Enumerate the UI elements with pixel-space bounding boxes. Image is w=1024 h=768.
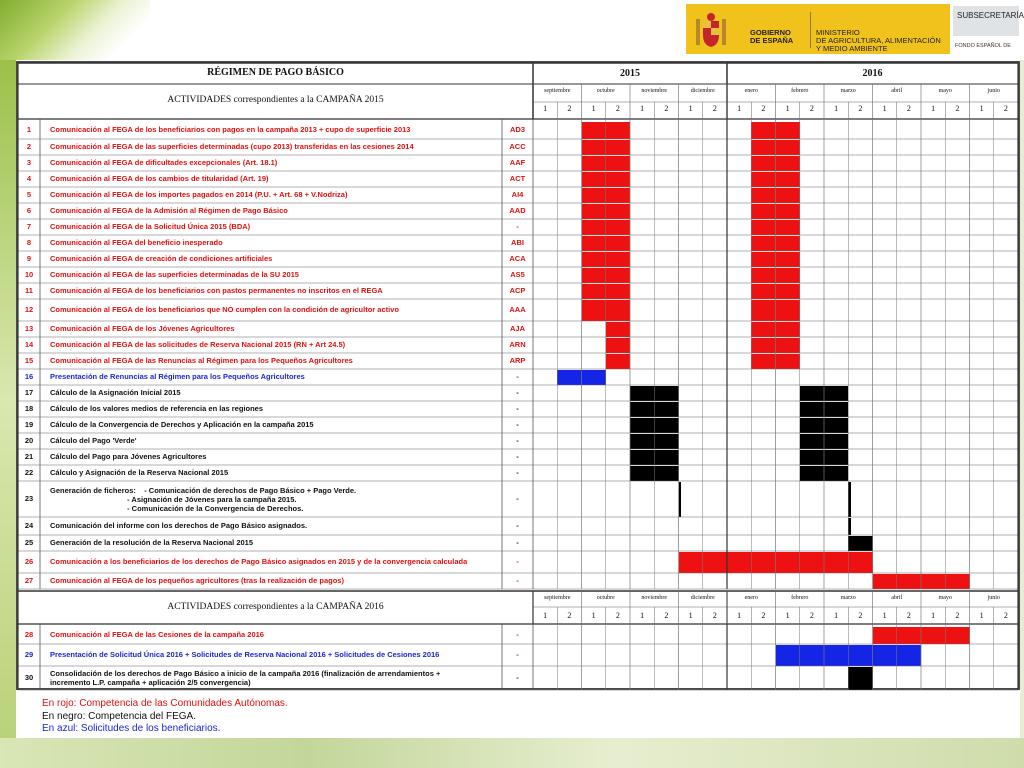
h2015-month-5: febrero	[791, 88, 809, 94]
schedule-bar	[582, 268, 631, 283]
schedule-bar	[582, 220, 631, 235]
schedule-bar	[873, 574, 970, 589]
schedule-bar	[630, 418, 679, 433]
row-number: 20	[24, 436, 34, 445]
h2015-quincena: 2	[906, 104, 911, 113]
row-description: Comunicación al FEGA de los beneficiarios con pagos en la campaña 2013 + cupo de superficie 2013	[50, 125, 411, 134]
row-number: 25	[24, 538, 34, 547]
slide-border-left	[0, 60, 16, 740]
schedule-bar	[800, 466, 849, 481]
schedule-bar	[679, 552, 873, 573]
row-number: 9	[26, 254, 32, 263]
row-code: -	[516, 673, 519, 682]
h2015-quincena: 2	[858, 104, 863, 113]
schedule-bar	[751, 204, 800, 219]
schedule-bar	[630, 434, 679, 449]
h2016-quincena: 2	[906, 611, 911, 620]
h2016-quincena: 1	[882, 611, 887, 620]
schedule-bar	[751, 354, 800, 369]
row-number: 7	[26, 222, 32, 231]
row-description: Comunicación al FEGA de las Renuncias al Régimen para los Pequeños Agricultores	[50, 356, 353, 365]
schedule-bar	[848, 482, 850, 517]
h2015-quincena: 1	[931, 104, 936, 113]
row-code: AAF	[509, 158, 526, 167]
schedule-bar	[800, 434, 849, 449]
h2016-quincena: 2	[761, 611, 766, 620]
row-code: ACC	[509, 142, 526, 151]
h2016-month-1: octubre	[596, 595, 615, 601]
h2015-month-8: mayo	[938, 88, 952, 94]
schedule-bar	[776, 645, 922, 666]
row-description: Comunicación al FEGA de las Cesiones de la campaña 2016	[50, 630, 264, 639]
schedule-bar	[606, 338, 630, 353]
row-description: Comunicación del informe con los derechos de Pago Básico asignados.	[50, 521, 308, 530]
fondo-label: FONDO ESPAÑOL DE	[955, 43, 1011, 49]
row-description: Cálculo del Pago 'Verde'	[50, 436, 137, 445]
row-description: Comunicación al FEGA de los beneficiarios con pastos permanentes no inscritos en el REGA	[50, 286, 383, 295]
schedule-bar	[751, 172, 800, 187]
schedule-bar	[751, 284, 800, 299]
schedule-bar	[848, 667, 872, 690]
h2015-quincena: 2	[1003, 104, 1008, 113]
schedule-bar	[751, 156, 800, 171]
h2015-month-2: noviembre	[641, 88, 668, 94]
h2016-quincena: 1	[737, 611, 742, 620]
schedule-bar	[800, 402, 849, 417]
row-code: AI4	[511, 190, 524, 199]
schedule-bar	[800, 450, 849, 465]
table-title: RÉGIMEN DE PAGO BÁSICO	[207, 67, 344, 78]
schedule-bar	[582, 204, 631, 219]
h2015-month-1: octubre	[596, 88, 615, 94]
schedule-bar	[751, 122, 800, 139]
row-number: 30	[24, 673, 34, 682]
h2016-month-2: noviembre	[641, 595, 668, 601]
schedule-bar	[873, 627, 970, 644]
h2015-quincena: 1	[591, 104, 596, 113]
row-description: Presentación de Solicitud Única 2016 + Solicitudes de Reserva Nacional 2016 + Solicitudes de Cesiones 2016	[50, 650, 440, 659]
row-number: 28	[24, 630, 34, 639]
legend-black: En negro: Competencia del FEGA.	[42, 711, 196, 722]
row-number: 4	[26, 174, 32, 183]
schedule-bar	[582, 140, 631, 155]
year-2016-label: 2016	[862, 68, 883, 79]
row-number: 15	[24, 356, 34, 365]
h2016-quincena: 2	[712, 611, 717, 620]
row-number: 18	[24, 404, 34, 413]
schedule-bar	[751, 236, 800, 251]
schedule-bar	[751, 252, 800, 267]
coat-of-arms-icon	[694, 11, 728, 49]
row-code: ARN	[509, 340, 526, 349]
row-number: 26	[24, 557, 34, 566]
row-description: Comunicación al FEGA de dificultades excepcionales (Art. 18.1)	[50, 158, 278, 167]
ministry-name: MINISTERIO DE AGRICULTURA, ALIMENTACIÓN Y MEDIO AMBIENTE	[816, 28, 941, 53]
row-description: Comunicación al FEGA de las superficies determinadas (cupo 2013) transferidas en las cesiones 2014	[50, 142, 414, 151]
row-description: Comunicación al FEGA del beneficio inesperado	[50, 238, 223, 247]
schedule-bar	[751, 300, 800, 321]
row-code: ABI	[511, 238, 524, 247]
h2016-quincena: 1	[591, 611, 596, 620]
h2016-month-7: abril	[891, 595, 903, 601]
row-number: 23	[24, 494, 34, 503]
row-code: ACP	[509, 286, 526, 295]
row-code: -	[516, 650, 519, 659]
row-code: -	[516, 494, 519, 503]
row-number: 13	[24, 324, 34, 333]
h2016-quincena: 1	[979, 611, 984, 620]
h2015-quincena: 1	[834, 104, 839, 113]
h2016-quincena: 2	[567, 611, 572, 620]
row-description: Generación de ficheros: - Comunicación de derechos de Pago Básico + Pago Verde. - Asignación de Jóvenes para la campaña 2015. - Comunicación de la Convergencia de Derechos.	[50, 485, 357, 513]
row-description: Cálculo de la Asignación Inicial 2015	[50, 388, 181, 397]
h2016-month-9: junio	[987, 595, 1000, 601]
row-description: Comunicación a los beneficiarios de los derechos de Pago Básico asignados en 2015 y de la convergencia calculada	[50, 557, 468, 566]
row-code: -	[516, 576, 519, 585]
row-description: Comunicación al FEGA de los cambios de titularidad (Art. 19)	[50, 174, 269, 183]
h2016-quincena: 1	[688, 611, 693, 620]
row-code: -	[516, 436, 519, 445]
h2015-quincena: 2	[615, 104, 620, 113]
h2015-month-3: diciembre	[690, 88, 715, 94]
schedule-bar	[630, 450, 679, 465]
h2016-quincena: 2	[1003, 611, 1008, 620]
schedule-bar	[751, 140, 800, 155]
row-number: 1	[26, 125, 32, 134]
row-code: -	[516, 538, 519, 547]
h2016-month-8: mayo	[938, 595, 952, 601]
row-code: -	[516, 404, 519, 413]
row-code: AS5	[510, 270, 525, 279]
h2016-quincena: 2	[615, 611, 620, 620]
h2016-quincena: 1	[785, 611, 790, 620]
h2015-quincena: 1	[882, 104, 887, 113]
schedule-bar	[582, 122, 631, 139]
row-number: 6	[26, 206, 32, 215]
schedule-bar	[800, 386, 849, 401]
row-number: 8	[26, 238, 32, 247]
row-description: Comunicación al FEGA de los importes pagados en 2014 (P.U. + Art. 68 + V.Nodriza)	[50, 190, 348, 199]
legend-red: En rojo: Competencia de las Comunidades Autónomas.	[42, 698, 288, 709]
h2016-quincena: 1	[543, 611, 548, 620]
schedule-bar	[800, 418, 849, 433]
h2016-month-0: septiembre	[544, 595, 571, 601]
slide-background-bottom	[0, 738, 1024, 768]
row-code: -	[516, 420, 519, 429]
h2016-month-6: marzo	[840, 595, 856, 601]
row-number: 5	[26, 190, 32, 199]
h2016-quincena: 2	[664, 611, 669, 620]
h2016-quincena: 1	[640, 611, 645, 620]
schedule-bar	[557, 370, 606, 385]
schedule-bar	[582, 252, 631, 267]
schedule-bar	[848, 518, 850, 535]
row-code: -	[516, 521, 519, 530]
h2015-quincena: 1	[543, 104, 548, 113]
row-description: Comunicación al FEGA de las solicitudes de Reserva Nacional 2015 (RN + Art 24.5)	[50, 340, 346, 349]
h2015-quincena: 2	[567, 104, 572, 113]
h2015-month-7: abril	[891, 88, 903, 94]
h2015-quincena: 2	[809, 104, 814, 113]
schedule-bar	[606, 354, 630, 369]
row-code: AD3	[509, 125, 525, 134]
row-code: -	[516, 557, 519, 566]
slide-border-right	[1020, 60, 1024, 740]
legend-blue: En azul: Solicitudes de los beneficiarios.	[42, 723, 221, 734]
h2016-month-5: febrero	[791, 595, 809, 601]
h2016-quincena: 1	[931, 611, 936, 620]
row-code: -	[516, 372, 519, 381]
row-description: Comunicación al FEGA de los pequeños agricultores (tras la realización de pagos)	[50, 576, 344, 585]
row-description: Consolidación de los derechos de Pago Básico a inicio de la campaña 2016 (finalización de arrendamientos + incremento L.P. campaña + aplicación 2/5 convergencia)	[50, 669, 441, 687]
subsecretaria-label: SUBSECRETARÍA	[953, 6, 1019, 36]
row-number: 16	[24, 372, 34, 381]
h2015-quincena: 1	[979, 104, 984, 113]
row-code: -	[516, 222, 519, 231]
h2015-quincena: 1	[737, 104, 742, 113]
row-code: -	[516, 388, 519, 397]
row-number: 12	[24, 305, 34, 314]
row-number: 3	[26, 158, 32, 167]
h2015-quincena: 2	[761, 104, 766, 113]
row-number: 10	[24, 270, 34, 279]
government-logo	[686, 4, 950, 54]
row-number: 11	[25, 286, 33, 295]
row-number: 21	[24, 452, 34, 461]
row-number: 17	[24, 388, 34, 397]
row-number: 14	[24, 340, 34, 349]
h2015-month-9: junio	[987, 88, 1000, 94]
schedule-bar	[630, 466, 679, 481]
row-number: 2	[26, 142, 32, 151]
row-description: Comunicación al FEGA de los Jóvenes Agricultores	[50, 324, 235, 333]
schedule-bar	[848, 536, 872, 551]
h2016-month-4: enero	[744, 595, 758, 601]
schedule-bar	[751, 188, 800, 203]
schedule-bar	[751, 220, 800, 235]
row-number: 27	[24, 576, 34, 585]
row-description: Comunicación al FEGA de las superficies determinadas de la SU 2015	[50, 270, 299, 279]
h2016-month-3: diciembre	[690, 595, 715, 601]
row-description: Cálculo y Asignación de la Reserva Nacional 2015	[50, 468, 229, 477]
row-code: -	[516, 468, 519, 477]
schedule-bar	[582, 172, 631, 187]
row-code: -	[516, 630, 519, 639]
row-description: Generación de la resolución de la Reserva Nacional 2015	[50, 538, 254, 547]
h2015-quincena: 1	[688, 104, 693, 113]
schedule-bar	[751, 322, 800, 337]
row-description: Cálculo de la Convergencia de Derechos y Aplicación en la campaña 2015	[50, 420, 314, 429]
h2015-month-4: enero	[744, 88, 758, 94]
row-code: ACT	[509, 174, 526, 183]
schedule-bar	[630, 402, 679, 417]
schedule-bar	[582, 300, 631, 321]
row-number: 24	[24, 521, 34, 530]
h2016-quincena: 2	[955, 611, 960, 620]
row-number: 19	[24, 420, 34, 429]
h2015-quincena: 1	[640, 104, 645, 113]
leaf-decoration	[0, 0, 150, 60]
row-code: AJA	[509, 324, 525, 333]
row-description: Cálculo de los valores medios de referencia en las regiones	[50, 404, 264, 413]
schedule-bar	[582, 236, 631, 251]
schedule-bar	[582, 284, 631, 299]
row-code: ARP	[509, 356, 526, 365]
row-description: Presentación de Renuncias al Régimen para los Pequeños Agricultores	[50, 372, 305, 381]
h2016-quincena: 2	[858, 611, 863, 620]
schedule-bar	[751, 338, 800, 353]
schedule-bar	[679, 482, 681, 517]
activities-2015-header: ACTIVIDADES correspondientes a la CAMPAÑA 2015	[167, 95, 384, 105]
row-code: AAD	[509, 206, 526, 215]
row-code: ACA	[509, 254, 526, 263]
h2015-quincena: 2	[712, 104, 717, 113]
h2015-quincena: 1	[785, 104, 790, 113]
row-code: -	[516, 452, 519, 461]
h2015-month-0: septiembre	[544, 88, 571, 94]
row-description: Comunicación al FEGA de la Admisión al Régimen de Pago Básico	[50, 206, 288, 215]
year-2015-label: 2015	[620, 68, 640, 79]
h2016-quincena: 1	[834, 611, 839, 620]
row-description: Cálculo del Pago para Jóvenes Agricultores	[50, 452, 207, 461]
h2015-quincena: 2	[664, 104, 669, 113]
government-name: GOBIERNO DE ESPAÑA	[750, 28, 794, 45]
h2015-quincena: 2	[955, 104, 960, 113]
row-description: Comunicación al FEGA de creación de condiciones artificiales	[50, 254, 273, 263]
row-number: 22	[24, 468, 34, 477]
row-number: 29	[24, 650, 34, 659]
row-code: AAA	[509, 305, 526, 314]
row-description: Comunicación al FEGA de los beneficiarios que NO cumplen con la condición de agricultor activo	[50, 305, 399, 314]
h2015-month-6: marzo	[840, 88, 856, 94]
schedule-bar	[630, 386, 679, 401]
schedule-bar	[582, 156, 631, 171]
schedule-bar	[582, 188, 631, 203]
h2016-quincena: 2	[809, 611, 814, 620]
schedule-bar	[751, 268, 800, 283]
row-description: Comunicación al FEGA de la Solicitud Única 2015 (BDA)	[50, 222, 251, 231]
schedule-bar	[606, 322, 630, 337]
activities-2016-header: ACTIVIDADES correspondientes a la CAMPAÑA 2016	[167, 602, 384, 612]
